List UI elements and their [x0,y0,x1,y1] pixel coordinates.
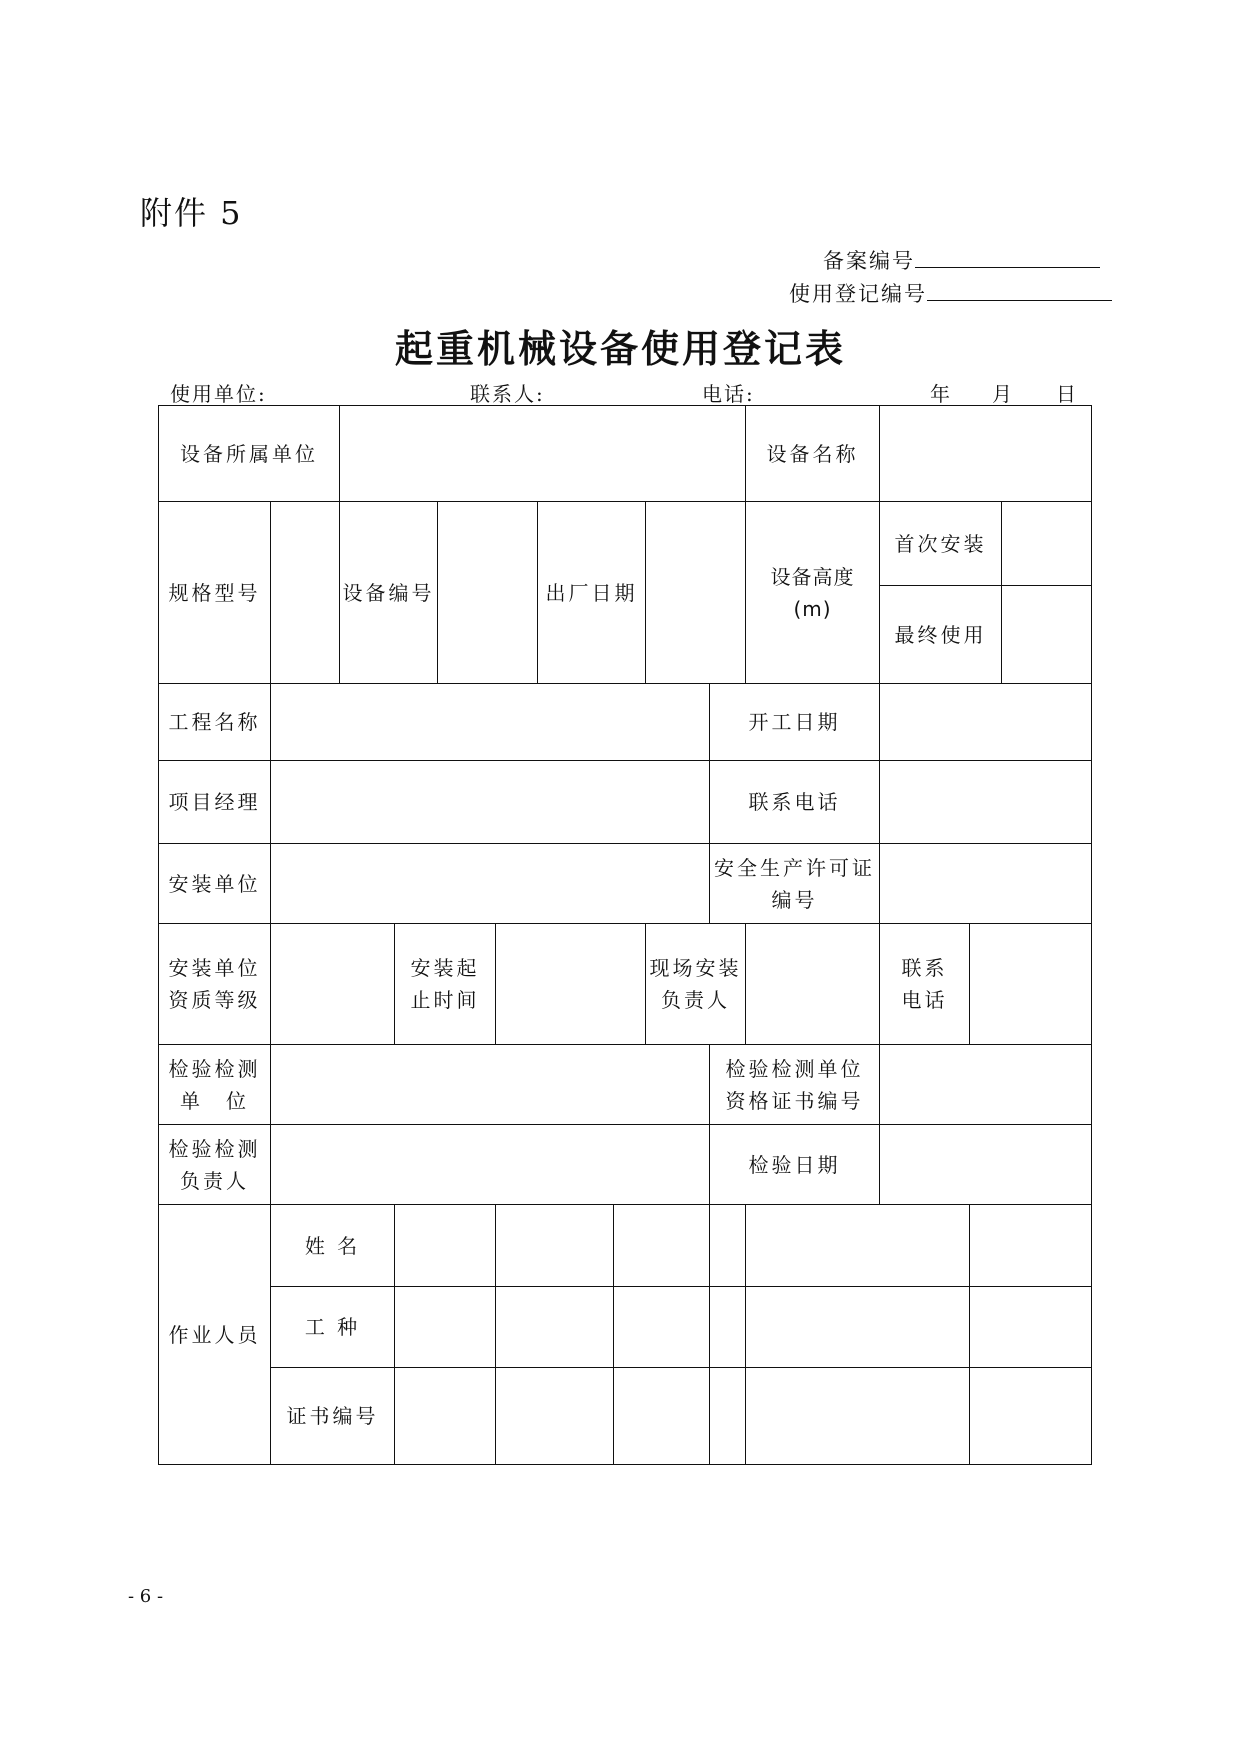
factory-date-input[interactable] [646,502,746,684]
registration-form-table [158,405,1092,1465]
owner-unit-input[interactable] [340,406,746,502]
equipment-height-label: 设备高度 (m) [746,502,880,684]
worker-name-cell[interactable] [710,1205,746,1287]
equipment-name-input[interactable] [880,406,1092,502]
worker-cert-number-label: 证书编号 [271,1368,395,1465]
worker-name-cell[interactable] [496,1205,614,1287]
install-qualification-input[interactable] [271,924,395,1045]
inspection-unit-input[interactable] [271,1045,710,1125]
form-title: 起重机械设备使用登记表 [394,326,846,371]
inspection-lead-input[interactable] [271,1125,710,1205]
project-manager-label: 项目经理 [159,761,271,844]
install-contact-phone-label: 联系 电话 [880,924,970,1045]
site-install-lead-input[interactable] [746,924,880,1045]
page-number: - 6 - [128,1586,164,1607]
inspection-cert-number-input[interactable] [880,1045,1092,1125]
install-contact-phone-input[interactable] [970,924,1092,1045]
final-use-input[interactable] [1002,586,1092,684]
meta-day-label: 日 [1056,382,1078,406]
worker-name-cell[interactable] [614,1205,710,1287]
inspection-cert-number-label: 检验检测单位 资格证书编号 [710,1045,880,1125]
worker-type-label: 工 种 [271,1287,395,1368]
meta-year-label: 年 [930,382,952,406]
worker-cert-number-cell[interactable] [970,1368,1092,1465]
use-registration-number-row [789,278,1112,308]
safety-license-number-label: 安全生产许可证编号 [710,844,880,924]
install-qualification-label: 安装单位 资质等级 [159,924,271,1045]
first-install-label: 首次安装 [880,502,1002,586]
worker-type-cell[interactable] [746,1287,970,1368]
meta-contact-label: 联系人: [470,382,545,406]
site-install-lead-label: 现场安装 负责人 [646,924,746,1045]
equipment-number-label: 设备编号 [340,502,438,684]
worker-name-label: 姓 名 [271,1205,395,1287]
inspection-unit-label: 检验检测 单 位 [159,1045,271,1125]
install-period-input[interactable] [496,924,646,1045]
use-registration-number-blank[interactable] [927,278,1112,301]
contact-phone-label: 联系电话 [710,761,880,844]
record-number-label: 备案编号 [823,249,915,273]
install-unit-label: 安装单位 [159,844,271,924]
worker-name-cell[interactable] [395,1205,496,1287]
equipment-number-input[interactable] [438,502,538,684]
worker-type-cell[interactable] [970,1287,1092,1368]
spec-model-label: 规格型号 [159,502,271,684]
worker-type-cell[interactable] [395,1287,496,1368]
meta-phone-label: 电话: [702,382,755,406]
factory-date-label: 出厂日期 [538,502,646,684]
project-name-input[interactable] [271,684,710,761]
worker-name-cell[interactable] [746,1205,970,1287]
contact-phone-input[interactable] [880,761,1092,844]
use-registration-number-label: 使用登记编号 [789,282,927,306]
install-unit-input[interactable] [271,844,710,924]
worker-cert-number-cell[interactable] [496,1368,614,1465]
first-install-input[interactable] [1002,502,1092,586]
start-date-label: 开工日期 [710,684,880,761]
safety-license-number-input[interactable] [880,844,1092,924]
spec-model-input[interactable] [271,502,340,684]
record-number-row [823,245,1100,275]
equipment-name-label: 设备名称 [746,406,880,502]
install-period-label: 安装起 止时间 [395,924,496,1045]
inspection-lead-label: 检验检测 负责人 [159,1125,271,1205]
project-name-label: 工程名称 [159,684,271,761]
record-number-blank[interactable] [915,245,1100,268]
inspection-date-label: 检验日期 [710,1125,880,1205]
meta-month-label: 月 [992,382,1014,406]
worker-type-cell[interactable] [710,1287,746,1368]
worker-cert-number-cell[interactable] [395,1368,496,1465]
inspection-date-input[interactable] [880,1125,1092,1205]
worker-type-cell[interactable] [496,1287,614,1368]
owner-unit-label: 设备所属单位 [159,406,340,502]
start-date-input[interactable] [880,684,1092,761]
workers-label: 作业人员 [159,1205,271,1465]
meta-unit-label: 使用单位: [170,382,267,406]
worker-cert-number-cell[interactable] [710,1368,746,1465]
project-manager-input[interactable] [271,761,710,844]
worker-type-cell[interactable] [614,1287,710,1368]
worker-cert-number-cell[interactable] [746,1368,970,1465]
attachment-label: 附件 5 [140,194,243,232]
worker-name-cell[interactable] [970,1205,1092,1287]
worker-cert-number-cell[interactable] [614,1368,710,1465]
final-use-label: 最终使用 [880,586,1002,684]
